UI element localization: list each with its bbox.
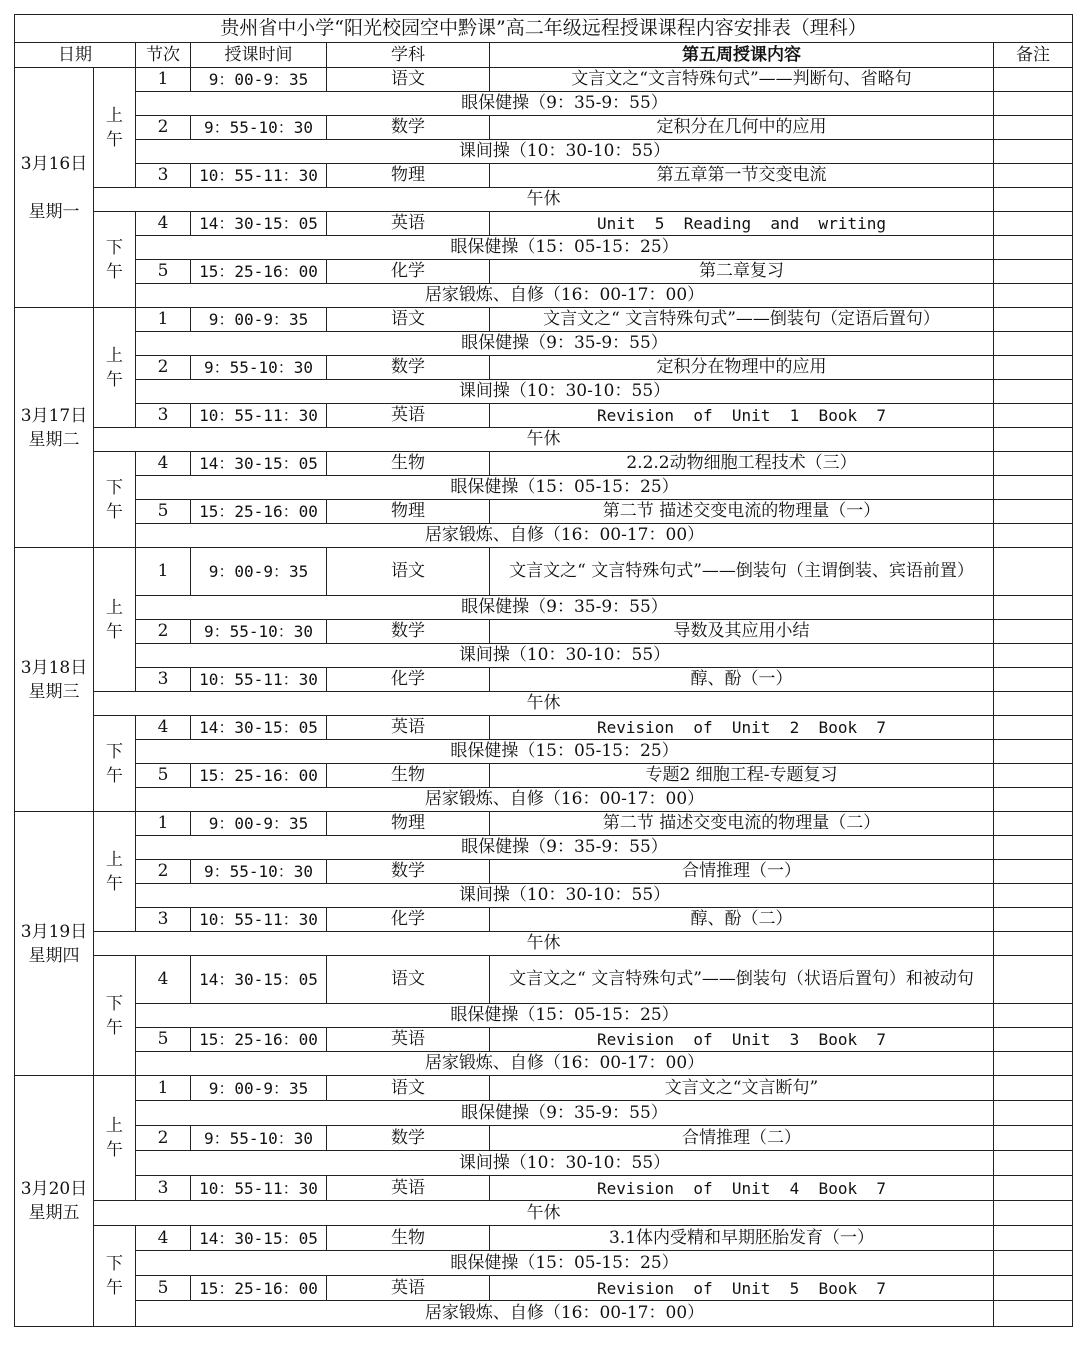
eye-exercise-row: 眼保健操（9：35-9：55） <box>136 596 994 620</box>
self-study-row: 居家锻炼、自修（16：00-17：00） <box>136 524 994 548</box>
table-row <box>15 1101 1073 1126</box>
period-cell: 5 <box>136 1276 191 1301</box>
table-row <box>15 380 1073 404</box>
content-cell: 文言文之“文言断句” <box>490 1076 994 1101</box>
remarks-cell <box>994 884 1073 908</box>
am-cell: 上 午 <box>94 548 136 692</box>
period-cell: 3 <box>136 1176 191 1201</box>
remarks-cell <box>994 764 1073 788</box>
remarks-cell <box>994 692 1073 716</box>
remarks-cell <box>994 1052 1073 1076</box>
time-cell: 10：55-11：30 <box>191 1176 327 1201</box>
content-cell: 文言文之“文言特殊句式”——判断句、省略句 <box>490 68 994 92</box>
remarks-cell <box>994 1226 1073 1251</box>
table-row <box>15 500 1073 524</box>
break-exercise-row: 课间操（10：30-10：55） <box>136 140 994 164</box>
subject-cell: 语文 <box>327 68 490 92</box>
time-cell: 15：25-16：00 <box>191 260 327 284</box>
weekday-label: 星期五 <box>28 1203 80 1223</box>
weekday-label: 星期四 <box>28 945 80 966</box>
period-cell: 1 <box>136 548 191 596</box>
time-cell: 14：30-15：05 <box>191 956 327 1004</box>
eye-exercise-row: 眼保健操（15：05-15：25） <box>136 740 994 764</box>
time-cell: 10：55-11：30 <box>191 908 327 932</box>
time-cell: 9：55-10：30 <box>191 620 327 644</box>
subject-cell: 英语 <box>327 716 490 740</box>
subject-cell: 语文 <box>327 548 490 596</box>
date-label: 3月16日 <box>20 153 88 174</box>
time-cell: 10：55-11：30 <box>191 404 327 428</box>
header-subject: 学科 <box>327 43 490 68</box>
remarks-cell <box>994 212 1073 236</box>
self-study-row: 居家锻炼、自修（16：00-17：00） <box>136 1052 994 1076</box>
subject-cell: 数学 <box>327 860 490 884</box>
eye-exercise-row: 眼保健操（9：35-9：55） <box>136 332 994 356</box>
subject-cell: 数学 <box>327 356 490 380</box>
subject-cell: 语文 <box>327 1076 490 1101</box>
remarks-cell <box>994 476 1073 500</box>
table-row <box>15 884 1073 908</box>
remarks-cell <box>994 260 1073 284</box>
period-cell: 5 <box>136 260 191 284</box>
remarks-cell <box>994 1276 1073 1301</box>
period-cell: 4 <box>136 716 191 740</box>
header-remarks: 备注 <box>994 43 1073 68</box>
subject-cell: 化学 <box>327 908 490 932</box>
header-time: 授课时间 <box>191 43 327 68</box>
table-row <box>15 92 1073 116</box>
content-cell: 文言文之“ 文言特殊句式”——倒装句（状语后置句）和被动句 <box>490 956 994 1004</box>
remarks-cell <box>994 1004 1073 1028</box>
remarks-cell <box>994 668 1073 692</box>
table-row <box>15 212 1073 236</box>
content-cell: 第五章第一节交变电流 <box>490 164 994 188</box>
time-cell: 15：25-16：00 <box>191 500 327 524</box>
table-row <box>15 1028 1073 1052</box>
period-cell: 2 <box>136 860 191 884</box>
period-cell: 2 <box>136 1126 191 1151</box>
remarks-cell <box>994 548 1073 596</box>
content-cell: 第二节 描述交变电流的物理量（二） <box>490 812 994 836</box>
break-exercise-row: 课间操（10：30-10：55） <box>136 380 994 404</box>
weekday-label: 星期三 <box>28 681 80 702</box>
subject-cell: 语文 <box>327 956 490 1004</box>
lunch-row: 午休 <box>94 188 994 212</box>
table-row <box>15 1126 1073 1151</box>
content-cell: Revision of Unit 2 Book 7 <box>490 716 994 740</box>
time-cell: 9：00-9：35 <box>191 1076 327 1101</box>
subject-cell: 化学 <box>327 260 490 284</box>
remarks-cell <box>994 500 1073 524</box>
table-row <box>15 1176 1073 1201</box>
header-date: 日期 <box>15 43 136 68</box>
time-cell: 9：00-9：35 <box>191 812 327 836</box>
content-cell: 合情推理（二） <box>490 1126 994 1151</box>
remarks-cell <box>994 836 1073 860</box>
table-row <box>15 668 1073 692</box>
time-cell: 14：30-15：05 <box>191 452 327 476</box>
table-row <box>15 692 1073 716</box>
table-row <box>15 164 1073 188</box>
subject-cell: 物理 <box>327 500 490 524</box>
period-cell: 1 <box>136 1076 191 1101</box>
period-cell: 2 <box>136 620 191 644</box>
table-row <box>15 308 1073 332</box>
remarks-cell <box>994 68 1073 92</box>
table-row <box>15 1251 1073 1276</box>
remarks-cell <box>994 356 1073 380</box>
lunch-row: 午休 <box>94 692 994 716</box>
remarks-cell <box>994 596 1073 620</box>
table-row <box>15 524 1073 548</box>
page-title: 贵州省中小学“阳光校园空中黔课”高二年级远程授课课程内容安排表（理科） <box>15 15 1073 43</box>
table-row <box>15 932 1073 956</box>
period-cell: 4 <box>136 1226 191 1251</box>
period-cell: 4 <box>136 212 191 236</box>
eye-exercise-row: 眼保健操（9：35-9：55） <box>136 1101 994 1126</box>
date-cell <box>15 812 94 1076</box>
period-cell: 2 <box>136 116 191 140</box>
am-cell: 上 午 <box>94 68 136 188</box>
time-cell: 15：25-16：00 <box>191 1028 327 1052</box>
remarks-cell <box>994 428 1073 452</box>
subject-cell: 英语 <box>327 1028 490 1052</box>
header-period: 节次 <box>136 43 191 68</box>
table-row <box>15 428 1073 452</box>
remarks-cell <box>994 620 1073 644</box>
am-cell: 上 午 <box>94 1076 136 1201</box>
header-content: 第五周授课内容 <box>490 43 994 68</box>
remarks-cell <box>994 860 1073 884</box>
period-cell: 4 <box>136 452 191 476</box>
period-cell: 3 <box>136 668 191 692</box>
table-row <box>15 860 1073 884</box>
eye-exercise-row: 眼保健操（9：35-9：55） <box>136 836 994 860</box>
content-cell: Revision of Unit 5 Book 7 <box>490 1276 994 1301</box>
remarks-cell <box>994 1101 1073 1126</box>
remarks-cell <box>994 740 1073 764</box>
date-cell <box>15 548 94 812</box>
remarks-cell <box>994 1151 1073 1176</box>
content-cell: 导数及其应用小结 <box>490 620 994 644</box>
time-cell: 10：55-11：30 <box>191 668 327 692</box>
table-row <box>15 1076 1073 1101</box>
remarks-cell <box>994 788 1073 812</box>
table-row <box>15 1226 1073 1251</box>
table-row <box>15 836 1073 860</box>
table-row <box>15 356 1073 380</box>
content-cell: Unit 5 Reading and writing <box>490 212 994 236</box>
period-cell: 1 <box>136 812 191 836</box>
content-cell: 文言文之“ 文言特殊句式”——倒装句（主谓倒装、宾语前置） <box>490 548 994 596</box>
table-row <box>15 140 1073 164</box>
subject-cell: 英语 <box>327 404 490 428</box>
date-cell <box>15 68 94 308</box>
subject-cell: 数学 <box>327 620 490 644</box>
eye-exercise-row: 眼保健操（15：05-15：25） <box>136 1004 994 1028</box>
content-cell: 定积分在物理中的应用 <box>490 356 994 380</box>
table-row <box>15 1004 1073 1028</box>
table-row <box>15 332 1073 356</box>
remarks-cell <box>994 812 1073 836</box>
content-cell: 醇、酚（一） <box>490 668 994 692</box>
self-study-row: 居家锻炼、自修（16：00-17：00） <box>136 1301 994 1327</box>
remarks-cell <box>994 404 1073 428</box>
lunch-row: 午休 <box>94 932 994 956</box>
remarks-cell <box>994 644 1073 668</box>
table-row <box>15 548 1073 596</box>
pm-cell: 下 午 <box>94 452 136 548</box>
weekday-label: 星期一 <box>28 201 80 222</box>
period-cell: 5 <box>136 500 191 524</box>
break-exercise-row: 课间操（10：30-10：55） <box>136 644 994 668</box>
subject-cell: 数学 <box>327 116 490 140</box>
table-row <box>15 740 1073 764</box>
remarks-cell <box>994 716 1073 740</box>
eye-exercise-row: 眼保健操（15：05-15：25） <box>136 236 994 260</box>
content-cell: 3.1体内受精和早期胚胎发育（一） <box>490 1226 994 1251</box>
date-label: 3月19日 <box>20 921 88 942</box>
period-cell: 3 <box>136 908 191 932</box>
subject-cell: 英语 <box>327 1176 490 1201</box>
time-cell: 9：00-9：35 <box>191 548 327 596</box>
table-row <box>15 284 1073 308</box>
pm-cell: 下 午 <box>94 716 136 812</box>
subject-cell: 英语 <box>327 1276 490 1301</box>
time-cell: 9：00-9：35 <box>191 68 327 92</box>
self-study-row: 居家锻炼、自修（16：00-17：00） <box>136 284 994 308</box>
remarks-cell <box>994 1201 1073 1226</box>
time-cell: 9：55-10：30 <box>191 860 327 884</box>
table-row <box>15 716 1073 740</box>
time-cell: 9：00-9：35 <box>191 308 327 332</box>
remarks-cell <box>994 1028 1073 1052</box>
remarks-cell <box>994 380 1073 404</box>
table-row <box>15 116 1073 140</box>
period-cell: 5 <box>136 1028 191 1052</box>
date-cell <box>15 308 94 548</box>
pm-cell: 下 午 <box>94 956 136 1076</box>
subject-cell: 化学 <box>327 668 490 692</box>
content-cell: Revision of Unit 1 Book 7 <box>490 404 994 428</box>
am-cell: 上 午 <box>94 812 136 932</box>
content-cell: 合情推理（一） <box>490 860 994 884</box>
remarks-cell <box>994 92 1073 116</box>
time-cell: 14：30-15：05 <box>191 1226 327 1251</box>
table-row <box>15 68 1073 92</box>
time-cell: 14：30-15：05 <box>191 716 327 740</box>
lunch-row: 午休 <box>94 1201 994 1226</box>
table-row <box>15 764 1073 788</box>
eye-exercise-row: 眼保健操（15：05-15：25） <box>136 476 994 500</box>
remarks-cell <box>994 188 1073 212</box>
remarks-cell <box>994 1251 1073 1276</box>
subject-cell: 生物 <box>327 452 490 476</box>
table-row <box>15 1151 1073 1176</box>
remarks-cell <box>994 1301 1073 1327</box>
time-cell: 10：55-11：30 <box>191 164 327 188</box>
period-cell: 4 <box>136 956 191 1004</box>
remarks-cell <box>994 308 1073 332</box>
subject-cell: 生物 <box>327 764 490 788</box>
subject-cell: 数学 <box>327 1126 490 1151</box>
remarks-cell <box>994 452 1073 476</box>
remarks-cell <box>994 524 1073 548</box>
period-cell: 2 <box>136 356 191 380</box>
eye-exercise-row: 眼保健操（15：05-15：25） <box>136 1251 994 1276</box>
self-study-row: 居家锻炼、自修（16：00-17：00） <box>136 788 994 812</box>
remarks-cell <box>994 332 1073 356</box>
time-cell: 9：55-10：30 <box>191 1126 327 1151</box>
table-row <box>15 644 1073 668</box>
table-row <box>15 236 1073 260</box>
content-cell: Revision of Unit 4 Book 7 <box>490 1176 994 1201</box>
table-row <box>15 1052 1073 1076</box>
remarks-cell <box>994 1126 1073 1151</box>
pm-cell: 下 午 <box>94 1226 136 1327</box>
table-row <box>15 476 1073 500</box>
content-cell: 醇、酚（二） <box>490 908 994 932</box>
remarks-cell <box>994 932 1073 956</box>
remarks-cell <box>994 164 1073 188</box>
time-cell: 9：55-10：30 <box>191 356 327 380</box>
subject-cell: 物理 <box>327 164 490 188</box>
period-cell: 3 <box>136 404 191 428</box>
content-cell: 第二章复习 <box>490 260 994 284</box>
period-cell: 5 <box>136 764 191 788</box>
date-label: 3月17日 <box>20 405 88 426</box>
remarks-cell <box>994 908 1073 932</box>
am-cell: 上 午 <box>94 308 136 428</box>
table-row <box>15 188 1073 212</box>
content-cell: 2.2.2动物细胞工程技术（三） <box>490 452 994 476</box>
subject-cell: 英语 <box>327 212 490 236</box>
remarks-cell <box>994 1176 1073 1201</box>
date-label: 3月20日 <box>20 1179 88 1199</box>
table-row <box>15 956 1073 1004</box>
remarks-cell <box>994 116 1073 140</box>
subject-cell: 生物 <box>327 1226 490 1251</box>
period-cell: 3 <box>136 164 191 188</box>
remarks-cell <box>994 284 1073 308</box>
break-exercise-row: 课间操（10：30-10：55） <box>136 884 994 908</box>
content-cell: 定积分在几何中的应用 <box>490 116 994 140</box>
table-row <box>15 788 1073 812</box>
period-cell: 1 <box>136 68 191 92</box>
subject-cell: 物理 <box>327 812 490 836</box>
table-row <box>15 1276 1073 1301</box>
pm-cell: 下 午 <box>94 212 136 308</box>
table-row <box>15 1201 1073 1226</box>
break-exercise-row: 课间操（10：30-10：55） <box>136 1151 994 1176</box>
table-row <box>15 812 1073 836</box>
content-cell: 专题2 细胞工程-专题复习 <box>490 764 994 788</box>
remarks-cell <box>994 1076 1073 1101</box>
remarks-cell <box>994 236 1073 260</box>
content-cell: 文言文之“ 文言特殊句式”——倒装句（定语后置句） <box>490 308 994 332</box>
table-row <box>15 404 1073 428</box>
table-row <box>15 260 1073 284</box>
time-cell: 9：55-10：30 <box>191 116 327 140</box>
table-row <box>15 596 1073 620</box>
content-cell: 第二节 描述交变电流的物理量（一） <box>490 500 994 524</box>
table-row <box>15 1301 1073 1327</box>
date-label: 3月18日 <box>20 657 88 678</box>
table-row <box>15 620 1073 644</box>
time-cell: 15：25-16：00 <box>191 1276 327 1301</box>
remarks-cell <box>994 956 1073 1004</box>
table-row <box>15 908 1073 932</box>
subject-cell: 语文 <box>327 308 490 332</box>
remarks-cell <box>994 140 1073 164</box>
lunch-row: 午休 <box>94 428 994 452</box>
eye-exercise-row: 眼保健操（9：35-9：55） <box>136 92 994 116</box>
table-row <box>15 452 1073 476</box>
time-cell: 14：30-15：05 <box>191 212 327 236</box>
content-cell: Revision of Unit 3 Book 7 <box>490 1028 994 1052</box>
weekday-label: 星期二 <box>28 429 80 450</box>
schedule-table <box>14 14 1073 1327</box>
time-cell: 15：25-16：00 <box>191 764 327 788</box>
period-cell: 1 <box>136 308 191 332</box>
date-cell <box>15 1076 94 1327</box>
